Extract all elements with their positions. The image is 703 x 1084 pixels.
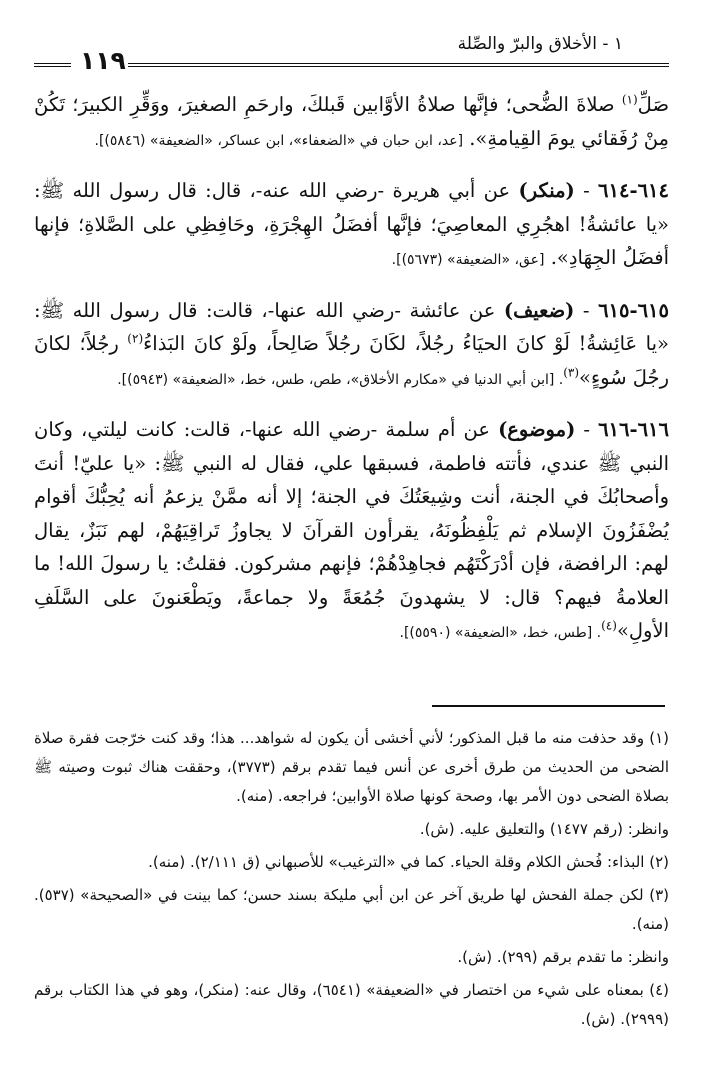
grade-label: (موضوع) [498, 418, 576, 441]
entry-number: ٦١٤-٦١٤ [598, 179, 669, 202]
hadith-entry-615: ٦١٥-٦١٥ - (ضعيف) عن عائشة -رضي الله عنها-، قالت: قال رسول الله ﷺ: «يا عَائِشةُ! لَوْ كانَ الحيَاءُ رجُلاً، لكَانَ رجُلاً صَالِحاً، ولَوْ كانَ البَذاءُ$^{(٢)}$ رجُلاً؛ لكانَ رجُلَ سُوءٍ»$^{(٣)}$. [ابن أبي الدنيا في «مكارم الأخلاق»، طص، طس، خط، «الضعيفة» (٥٩٤٣)]. [34, 298, 669, 389]
hadith-entry-614: ٦١٤-٦١٤ - (منكر) عن أبي هريرة -رضي الله عنه-، قال: قال رسول الله ﷺ: «يا عائشةُ! اهجُرِي المعاصِيَ؛ فإنَّها أفضَلُ الهِجْرَةِ، وحَافِظِي على الصَّلاةِ؛ فإنها أفضَلُ الجِهَادِ». [عق، «الضعيفة» (٥٦٧٣)]. [34, 179, 669, 269]
grade-label: (ضعيف) [503, 298, 575, 322]
main-text [34, 88, 669, 667]
page-number: ١١٩ [80, 46, 126, 75]
footnote-3-addendum: وانظر: ما تقدم برقم (٢٩٩). (ش). [457, 948, 669, 966]
footnote-ref[interactable]: (٣) [563, 365, 580, 379]
footnote-3: (٣) لكن جملة الفحش لها طريق آخر عن ابن أبي مليكة بسند حسن؛ كما بينت في «الصحيحة» (٥٣٧). (منه). [34, 886, 669, 933]
source-citation: . [ابن أبي الدنيا في «مكارم الأخلاق»، طص، طس، خط، «الضعيفة» (٥٩٤٣)]. [117, 371, 564, 388]
hadith-text: عن أبي هريرة -رضي الله عنه-، قال: قال رسول الله ﷺ: «يا عائشةُ! اهجُرِي المعاصِيَ؛ فإنَّها أفضَلُ الهِجْرَةِ، وحَافِظِي على الصَّلاةِ؛ فإنها أفضَلُ الجِهَادِ». [34, 179, 669, 269]
continuation-text-2: صلاةَ الضُّحى؛ فإنَّها صلاةُ الأوَّابين قَبلكَ، وارحَمِ الصغيرَ، ووَقِّرِ الكبيرَ؛ تَكُنْ مِنْ رُفَقائي يومَ القِيامةِ». [34, 93, 669, 150]
entry-number: ٦١٦-٦١٦ [598, 418, 669, 441]
source-citation: [عد، ابن حبان في «الضعفاء»، ابن عساكر، «الضعيفة» (٥٨٤٦)]. [94, 132, 464, 149]
grade-label: (منكر) [518, 179, 575, 202]
footnote-1: (١) وقد حذفت منه ما قبل المذكور؛ لأني أخشى أن يكون له شواهد... هذا؛ وقد كنت خرّجت فقرة صلاة الضحى من الحديث من طرق أخرى عن أنس فيما تقدم برقم (٣٧٧٣)، وحققت هناك ثبوت وصيته ﷺ بصلاة الضحى دون الأمر بها، وصحة كونها صلاة الأوابين؛ فراجعه. (منه). [34, 729, 670, 805]
header-rule-long [128, 63, 669, 67]
hadith-text: عن عائشة -رضي الله عنها-، قالت: قال رسول الله ﷺ: «يا عَائِشةُ! لَوْ كانَ الحيَاءُ رجُلاً، لكَانَ رجُلاً صَالِحاً، ولَوْ كانَ البَذاءُ [34, 298, 669, 355]
footnote-1-addendum: وانظر: (رقم ١٤٧٧) والتعليق عليه. (ش). [419, 820, 669, 838]
hadith-text: عن أم سلمة -رضي الله عنها-، قالت: كانت ليلتي، وكان النبي ﷺ عندي، فأتته فاطمة، فسبقها علي، فقال له النبي ﷺ: «يا عليّ! أنتَ وأصحابُكَ في الجنة، أنت وشِيعَتُكَ في الجنة؛ إلا أنه ممَّنْ يزعمُ أنه يُحِبُّكَ أقوام يُضْفَزُونَ الإسلام ثم يَلْفِظُونَهُ، يقرأون القرآنَ لا يجاوزُ تَراقِيَهُمْ، لهم نَبَزٌ، يقال لهم: الرافضة، فإن أدْرَكْتَهُم فجاهِدْهُمْ؛ فإنهم مشركون. فقلتُ: يا رسولَ الله! ما العلامةُ فيهم؟ قال: لا يشهدونَ جُمُعَةً ولا جماعةً، ويَطْعَنونَ على السَّلَفِ الأولِ» [34, 418, 669, 642]
hadith-entry-616: ٦١٦-٦١٦ - (موضوع) عن أم سلمة -رضي الله عنها-، قالت: كانت ليلتي، وكان النبي ﷺ عندي، فأتته فاطمة، فسبقها علي، فقال له النبي ﷺ: «يا عليّ! أنتَ وأصحابُكَ في الجنة، أنت وشِيعَتُكَ في الجنة؛ إلا أنه ممَّنْ يزعمُ أنه يُحِبُّكَ أقوام يُضْفَزُونَ الإسلام ثم يَلْفِظُونَهُ، يقرأون القرآنَ لا يجاوزُ تَراقِيَهُمْ، لهم نَبَزٌ، يقال لهم: الرافضة، فإن أدْرَكْتَهُم فجاهِدْهُمْ؛ فإنهم مشركون. فقلتُ: يا رسولَ الله! ما العلامةُ فيهم؟ قال: لا يشهدونَ جُمُعَةً ولا جماعةً، ويَطْعَنونَ على السَّلَفِ الأولِ»$^{(٤)}$. [طس، خط، «الضعيفة» (٥٥٩٠)]. [34, 418, 669, 642]
hadith-text-2: رجُلاً؛ لكانَ رجُلَ سُوءٍ» [34, 332, 669, 389]
source-citation: [عق، «الضعيفة» (٥٦٧٣)]. [391, 252, 545, 268]
footnotes-section [34, 724, 669, 1038]
footnote-ref[interactable]: (٢) [127, 331, 144, 346]
continuation-paragraph [34, 88, 669, 158]
source-citation: . [طس، خط، «الضعيفة» (٥٥٩٠)]. [399, 625, 602, 641]
footnote-2: (٢) البذاء: فُحش الكلام وقلة الحياء. كما في «الترغيب» للأصبهاني (ق ٢/١١١). (منه). [148, 853, 669, 871]
running-title: ١ - الأخلاق والبرّ والصِّلة [457, 34, 623, 54]
entry-number: ٦١٥-٦١٥ [598, 298, 669, 322]
footnote-ref[interactable]: (٤) [601, 618, 617, 633]
footnote-ref[interactable]: (١) [621, 92, 638, 107]
header-rule-short [34, 63, 71, 67]
footnote-separator [432, 705, 665, 707]
page-header [34, 34, 669, 74]
footnote-4: (٤) بمعناه على شيء من اختصار في «الضعيفة» (٦٥٤١)، وقال عنه: (منكر)، وهو في هذا الكتاب برقم (٢٩٩٩). (ش). [34, 981, 669, 1028]
continuation-text: صَلِّ [637, 93, 669, 116]
